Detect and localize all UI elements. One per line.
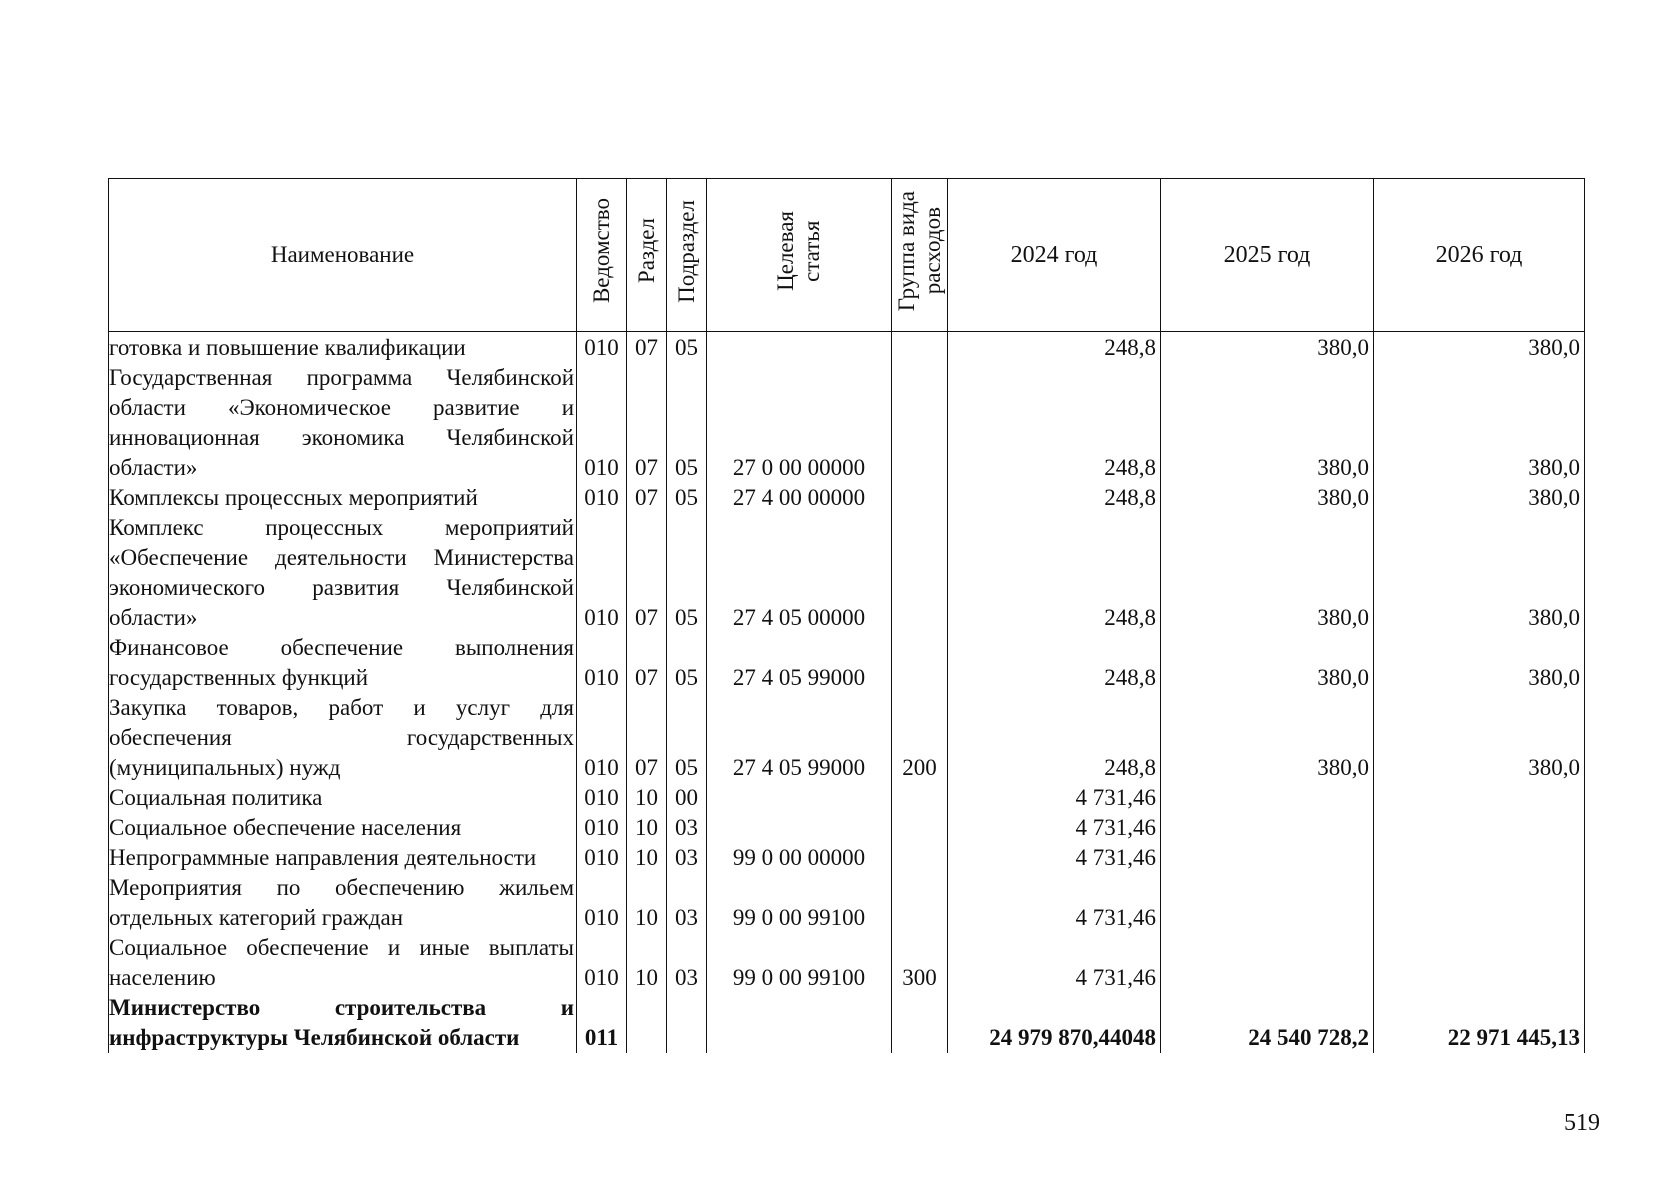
cell-celevaya-statya: 99 0 00 00000: [707, 843, 892, 873]
cell-podrazdel: 05: [667, 363, 707, 483]
cell-razdel: 10: [627, 933, 667, 993]
cell-2024: 4 731,46: [948, 873, 1161, 933]
cell-2025: 380,0: [1161, 483, 1374, 513]
table-row: [109, 332, 1585, 364]
cell-2024: 248,8: [948, 363, 1161, 483]
table-header: [109, 179, 1585, 332]
cell-celevaya-statya: 27 4 05 00000: [707, 513, 892, 633]
cell-podrazdel: 00: [667, 783, 707, 813]
cell-name: Комплекс процессных мероприятий «Обеспечение деятельности Министерства экономического развития Челябинской области»: [109, 513, 577, 633]
cell-celevaya-statya: 99 0 00 99100: [707, 933, 892, 993]
cell-razdel: 07: [627, 483, 667, 513]
cell-2026: [1374, 813, 1585, 843]
cell-podrazdel: 05: [667, 332, 707, 364]
cell-gruppa-vida: [892, 513, 948, 633]
header-2024: 2024 год: [948, 179, 1161, 332]
cell-2024: 4 731,46: [948, 783, 1161, 813]
cell-celevaya-statya: [707, 813, 892, 843]
cell-2026: 380,0: [1374, 513, 1585, 633]
header-2025: 2025 год: [1161, 179, 1374, 332]
cell-vedomstvo: 010: [577, 513, 627, 633]
cell-celevaya-statya: [707, 332, 892, 364]
cell-2026: 380,0: [1374, 633, 1585, 693]
header-vedomstvo: Ведомство: [577, 179, 627, 332]
cell-vedomstvo: 010: [577, 693, 627, 783]
cell-razdel: 10: [627, 843, 667, 873]
cell-vedomstvo: 010: [577, 813, 627, 843]
table-row: [109, 843, 1585, 873]
cell-2025: 24 540 728,2: [1161, 993, 1374, 1053]
cell-razdel: 10: [627, 813, 667, 843]
cell-name: Непрограммные направления деятельности: [109, 843, 577, 873]
table-row: [109, 633, 1585, 693]
cell-podrazdel: [667, 993, 707, 1053]
cell-celevaya-statya: [707, 783, 892, 813]
cell-2025: 380,0: [1161, 693, 1374, 783]
cell-2026: [1374, 843, 1585, 873]
header-razdel: Раздел: [627, 179, 667, 332]
cell-razdel: 07: [627, 513, 667, 633]
cell-name: Государственная программа Челябинской области «Экономическое развитие и инновационная экономика Челябинской области»: [109, 363, 577, 483]
cell-name: Мероприятия по обеспечению жильем отдельных категорий граждан: [109, 873, 577, 933]
cell-2024: 248,8: [948, 693, 1161, 783]
cell-celevaya-statya: 27 4 00 00000: [707, 483, 892, 513]
cell-2024: 4 731,46: [948, 813, 1161, 843]
cell-gruppa-vida: [892, 363, 948, 483]
cell-2024: 4 731,46: [948, 933, 1161, 993]
cell-2025: 380,0: [1161, 332, 1374, 364]
table-row: [109, 483, 1585, 513]
table-row: [109, 933, 1585, 993]
budget-table: [108, 178, 1585, 1053]
cell-2025: 380,0: [1161, 633, 1374, 693]
cell-gruppa-vida: [892, 483, 948, 513]
cell-vedomstvo: 010: [577, 783, 627, 813]
cell-razdel: 07: [627, 693, 667, 783]
cell-2024: 248,8: [948, 513, 1161, 633]
cell-2026: 22 971 445,13: [1374, 993, 1585, 1053]
cell-podrazdel: 03: [667, 933, 707, 993]
page-number: 519: [1564, 1110, 1600, 1136]
cell-vedomstvo: 010: [577, 933, 627, 993]
cell-gruppa-vida: [892, 993, 948, 1053]
cell-celevaya-statya: [707, 993, 892, 1053]
cell-podrazdel: 05: [667, 633, 707, 693]
cell-name: Социальная политика: [109, 783, 577, 813]
cell-vedomstvo: 010: [577, 483, 627, 513]
cell-name: готовка и повышение квалификации: [109, 332, 577, 364]
cell-razdel: 07: [627, 633, 667, 693]
cell-2026: [1374, 933, 1585, 993]
cell-vedomstvo: 010: [577, 633, 627, 693]
cell-name: Комплексы процессных мероприятий: [109, 483, 577, 513]
cell-gruppa-vida: [892, 873, 948, 933]
cell-2025: [1161, 933, 1374, 993]
cell-2025: [1161, 783, 1374, 813]
cell-2024: 248,8: [948, 332, 1161, 364]
cell-razdel: 10: [627, 783, 667, 813]
table-row: [109, 873, 1585, 933]
cell-2024: 4 731,46: [948, 843, 1161, 873]
cell-2026: 380,0: [1374, 483, 1585, 513]
table-body: [109, 332, 1585, 1054]
header-celevaya-statya: Целевая статья: [707, 179, 892, 332]
cell-podrazdel: 03: [667, 813, 707, 843]
cell-vedomstvo: 010: [577, 873, 627, 933]
cell-vedomstvo: 010: [577, 332, 627, 364]
cell-name: Финансовое обеспечение выполнения государственных функций: [109, 633, 577, 693]
cell-2025: [1161, 813, 1374, 843]
cell-gruppa-vida: [892, 332, 948, 364]
cell-celevaya-statya: 27 4 05 99000: [707, 633, 892, 693]
cell-2026: [1374, 873, 1585, 933]
cell-2024: 248,8: [948, 633, 1161, 693]
cell-2025: [1161, 843, 1374, 873]
cell-gruppa-vida: 300: [892, 933, 948, 993]
cell-celevaya-statya: 27 0 00 00000: [707, 363, 892, 483]
cell-vedomstvo: 010: [577, 843, 627, 873]
cell-celevaya-statya: 99 0 00 99100: [707, 873, 892, 933]
cell-2026: 380,0: [1374, 363, 1585, 483]
table-row: [109, 993, 1585, 1053]
cell-celevaya-statya: 27 4 05 99000: [707, 693, 892, 783]
table-row: [109, 363, 1585, 483]
cell-2024: 24 979 870,44048: [948, 993, 1161, 1053]
cell-2025: 380,0: [1161, 513, 1374, 633]
cell-name: Социальное обеспечение и иные выплаты населению: [109, 933, 577, 993]
cell-razdel: [627, 993, 667, 1053]
cell-podrazdel: 03: [667, 843, 707, 873]
table-row: [109, 513, 1585, 633]
cell-2026: [1374, 783, 1585, 813]
table-row: [109, 693, 1585, 783]
cell-razdel: 10: [627, 873, 667, 933]
header-gruppa-vida-rashodov: Группа вида расходов: [892, 179, 948, 332]
cell-razdel: 07: [627, 363, 667, 483]
cell-2026: 380,0: [1374, 332, 1585, 364]
cell-vedomstvo: 011: [577, 993, 627, 1053]
cell-gruppa-vida: [892, 633, 948, 693]
cell-2025: [1161, 873, 1374, 933]
cell-2024: 248,8: [948, 483, 1161, 513]
cell-name: Министерство строительства и инфраструктуры Челябинской области: [109, 993, 577, 1053]
cell-gruppa-vida: [892, 843, 948, 873]
table-row: [109, 813, 1585, 843]
cell-podrazdel: 05: [667, 483, 707, 513]
cell-podrazdel: 03: [667, 873, 707, 933]
cell-name: Социальное обеспечение населения: [109, 813, 577, 843]
cell-vedomstvo: 010: [577, 363, 627, 483]
header-podrazdel: Подраздел: [667, 179, 707, 332]
cell-gruppa-vida: [892, 813, 948, 843]
header-name: Наименование: [109, 179, 577, 332]
cell-podrazdel: 05: [667, 513, 707, 633]
table-row: [109, 783, 1585, 813]
cell-razdel: 07: [627, 332, 667, 364]
header-2026: 2026 год: [1374, 179, 1585, 332]
cell-gruppa-vida: [892, 783, 948, 813]
cell-gruppa-vida: 200: [892, 693, 948, 783]
cell-podrazdel: 05: [667, 693, 707, 783]
cell-name: Закупка товаров, работ и услуг для обеспечения государственных (муниципальных) нужд: [109, 693, 577, 783]
cell-2026: 380,0: [1374, 693, 1585, 783]
cell-2025: 380,0: [1161, 363, 1374, 483]
